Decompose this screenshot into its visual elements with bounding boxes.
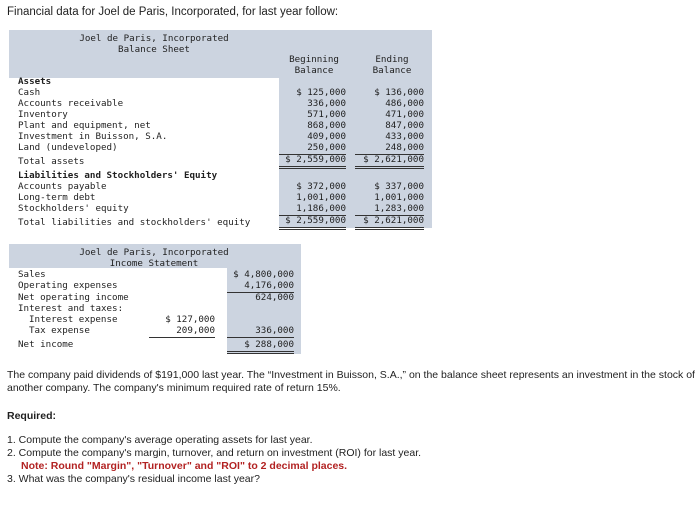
balance-sheet <box>9 30 432 230</box>
bs-row-begin: 250,000 <box>279 142 346 155</box>
bs-row-label: Investment in Buisson, S.A. <box>18 131 168 142</box>
is-interest-label: Interest expense <box>29 314 118 325</box>
bs-liab-label: Accounts payable <box>18 181 107 192</box>
bs-row-end: 471,000 <box>385 109 424 120</box>
bs-liab-end: 1,001,000 <box>374 192 424 203</box>
bs-row-end: 248,000 <box>355 142 424 155</box>
is-tax-label: Tax expense <box>29 325 90 336</box>
bs-liab-heading: Liabilities and Stockholders' Equity <box>18 170 218 181</box>
bs-row-label: Accounts receivable <box>18 98 124 109</box>
is-interest-value: $ 127,000 <box>165 314 215 325</box>
description-paragraph: The company paid dividends of $191,000 last year. The “Investment in Buisson, S.A.,” on the balance sheet represents an investment in the stock of another company. The company's minimum required rate of return 15%. <box>7 369 695 394</box>
bs-liab-label: Stockholders' equity <box>18 203 129 214</box>
bs-col-end-1: Ending <box>375 54 409 65</box>
is-noi-label: Net operating income <box>18 292 129 303</box>
bs-liab-begin: $ 372,000 <box>296 181 346 192</box>
is-net-income-label: Net income <box>18 339 74 350</box>
is-opex-label: Operating expenses <box>18 280 118 291</box>
bs-assets-heading: Assets <box>18 76 52 87</box>
intro-text: Financial data for Joel de Paris, Incorporated, for last year follow: <box>7 6 339 18</box>
is-company: Joel de Paris, Incorporated <box>79 247 229 258</box>
is-sales-value: $ 4,800,000 <box>233 269 294 280</box>
is-opex-value: 4,176,000 <box>227 280 294 293</box>
bs-col-begin-1: Beginning <box>289 54 339 65</box>
bs-row-label: Inventory <box>18 109 68 120</box>
bs-total-assets-label: Total assets <box>18 156 85 167</box>
bs-col-end-2: Balance <box>372 65 412 76</box>
bs-col-begin-2: Balance <box>294 65 334 76</box>
bs-company: Joel de Paris, Incorporated <box>79 33 229 44</box>
bs-row-begin: 409,000 <box>307 131 346 142</box>
bs-row-label: Land (undeveloped) <box>18 142 118 153</box>
bs-liab-label: Long-term debt <box>18 192 96 203</box>
bs-row-label: Cash <box>18 87 41 98</box>
bs-row-label: Plant and equipment, net <box>18 120 151 131</box>
required-heading: Required: <box>7 410 57 422</box>
bs-row-begin: 571,000 <box>307 109 346 120</box>
question-2: 2. Compute the company's margin, turnover, and return on investment (ROI) for last year. <box>7 447 422 459</box>
is-sales-label: Sales <box>18 269 46 280</box>
bs-liab-end: 1,283,000 <box>355 203 424 216</box>
bs-row-begin: $ 125,000 <box>296 87 346 98</box>
bs-liab-begin: 1,186,000 <box>279 203 346 216</box>
income-statement <box>9 244 301 356</box>
bs-total-liab-end: $ 2,621,000 <box>355 215 424 230</box>
bs-total-liab-begin: $ 2,559,000 <box>279 215 346 230</box>
bs-row-begin: 336,000 <box>307 98 346 109</box>
question-3: 3. What was the company's residual income last year? <box>7 473 260 485</box>
is-noi-value: 624,000 <box>255 292 294 303</box>
question-1: 1. Compute the company's average operating assets for last year. <box>7 434 313 446</box>
bs-total-assets-begin: $ 2,559,000 <box>279 154 346 169</box>
is-tax-total: 336,000 <box>227 325 294 338</box>
bs-row-end: 486,000 <box>385 98 424 109</box>
bs-row-end: 433,000 <box>385 131 424 142</box>
is-tax-value: 209,000 <box>149 325 215 338</box>
bs-row-end: 847,000 <box>385 120 424 131</box>
bs-row-end: $ 136,000 <box>374 87 424 98</box>
bs-title: Balance Sheet <box>118 44 190 55</box>
bs-liab-end: $ 337,000 <box>374 181 424 192</box>
bs-total-assets-end: $ 2,621,000 <box>355 154 424 169</box>
bs-row-begin: 868,000 <box>307 120 346 131</box>
bs-total-liab-label: Total liabilities and stockholders' equity <box>18 217 251 228</box>
is-interest-taxes-label: Interest and taxes: <box>18 303 124 314</box>
bs-liab-begin: 1,001,000 <box>296 192 346 203</box>
question-2-note: Note: Round "Margin", "Turnover" and "ROI" to 2 decimal places. <box>21 460 348 472</box>
is-title: Income Statement <box>109 258 199 269</box>
is-net-income-value: $ 288,000 <box>227 339 294 354</box>
